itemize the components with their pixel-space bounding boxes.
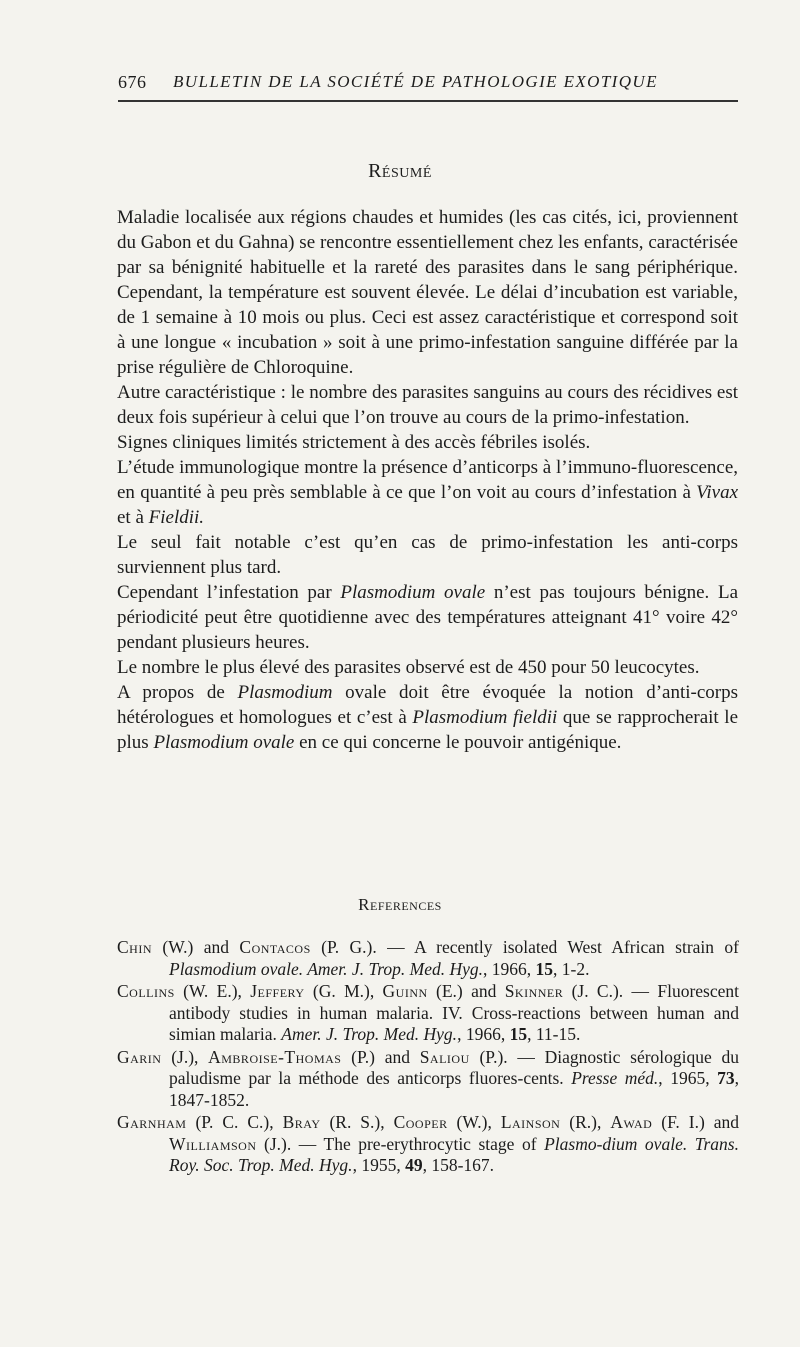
reference-text: (W. E.), [174,981,251,1001]
reference-text: (F. I.) and [652,1112,739,1132]
reference-source: Plasmo-dium ovale. Trans. Roy. Soc. Trop. Med. Hyg. [169,1133,739,1175]
references-list [117,937,739,1178]
paragraph-text: ovale doit être évoquée la notion d’anti-corps hétérologues et homologues et c’est à [117,682,738,728]
reference-text: , 158-167. [422,1155,495,1175]
reference-item [117,937,739,980]
reference-volume: 73 [717,1068,735,1088]
paragraph-text: que se rapprocherait le plus [117,707,739,753]
paragraph-text: n’est pas toujours bénigne. La périodicité peut être quotidienne avec des températures atteignant 41° voire 42° pendant plusieurs heures. [117,582,738,653]
species-name: Plasmodium fieldii [412,707,558,728]
species-name: Plasmodium [237,682,333,703]
page-number: 676 [118,72,147,92]
author-name: Williamson [169,1133,257,1154]
references-heading-text: References [358,895,442,914]
paragraph-text: A propos de [117,682,238,703]
resume-body [117,205,738,755]
resume-heading-text: Résumé [368,160,432,182]
reference-text: , 11-15. [527,1024,581,1044]
resume-paragraph [117,530,738,580]
species-name: Fieldii. [148,507,205,528]
resume-paragraph [117,205,738,380]
paragraph-text: Le seul fait notable c’est qu’en cas de primo-infestation les anti-corps surviennent plus tard. [117,532,738,578]
reference-text: , 1955, [352,1155,406,1175]
paragraph-text: Maladie localisée aux régions chaudes et humides (les cas cités, ici, proviennent du Gabon et du Gahna) se rencontre essentiellement chez les enfants, caractérisée par sa bénignité habituelle et la rareté des parasites dans le sang périphérique. Cependant, la température est souvent élevée. Le délai d’incubation est variable, de 1 semaine à 10 mois ou plus. Ceci est assez caractéristique et correspond soit à une longue « incubation » soit à une primo-infestation sanguine différée par la prise régulière de Chloroquine. [117,207,738,378]
references-heading [0,895,800,915]
reference-item [117,1047,739,1112]
author-name: Guinn [382,981,428,1001]
author-name: Chin [117,937,153,957]
reference-text: , 1966, [483,958,536,979]
resume-paragraph [117,580,738,655]
journal-title: BULLETIN DE LA SOCIÉTÉ DE PATHOLOGIE EXOTIQUE [173,72,658,91]
paragraph-text: Cependant l’infestation par [117,582,341,603]
species-name: Plasmodium ovale [153,732,295,753]
author-name: Skinner [504,981,564,1001]
resume-paragraph [117,430,738,455]
species-name: Plasmodium ovale [340,582,486,603]
reference-volume: 15 [509,1024,528,1044]
author-name: Saliou [419,1046,470,1067]
resume-paragraph [117,455,738,530]
reference-volume: 49 [405,1155,423,1175]
author-name: Jeffery [250,981,305,1001]
author-name: Cooper [393,1112,448,1132]
author-name: Lainson [500,1112,561,1132]
reference-text: (P.) and [341,1046,420,1067]
reference-text: , 1966, [457,1024,510,1044]
resume-paragraph [117,680,738,755]
reference-text: (W.) and [152,937,240,957]
reference-volume: 15 [535,958,553,979]
reference-text: , 1965, [658,1068,718,1088]
reference-text: , 1-2. [553,958,590,979]
reference-source: Presse méd. [571,1068,659,1088]
paragraph-text: Autre caractéristique : le nombre des parasites sanguins au cours des récidives est deux fois supérieur à celui que l’on trouve au cours de la primo-infestation. [117,382,738,428]
paragraph-text: en ce qui concerne le pouvoir antigénique. [294,732,622,753]
resume-paragraph [117,655,738,680]
reference-text: (E.) and [427,981,505,1001]
reference-text: (R.), [560,1112,611,1132]
resume-paragraph [117,380,738,430]
reference-source: Plasmodium ovale. Amer. J. Trop. Med. Hyg. [169,958,483,979]
reference-text: (G. M.), [304,981,383,1001]
paragraph-text: et à [117,507,149,528]
reference-text: (J.), [161,1046,209,1067]
reference-text: (P. C. C.), [186,1112,283,1132]
reference-item [117,981,739,1046]
reference-text: (W.), [447,1112,501,1132]
reference-text: , 1847-1852. [169,1068,740,1110]
reference-item [117,1112,739,1177]
author-name: Garnham [117,1112,187,1132]
reference-text: (P. G.). — A recently isolated West African strain of [310,937,740,957]
reference-text: (P.). — Diagnostic sérologique du paludisme par la méthode des anticorps fluores-cents. [169,1046,739,1088]
author-name: Collins [117,981,175,1001]
paragraph-text: L’étude immunologique montre la présence d’anticorps à l’immuno-fluorescence, en quantité à peu près semblable à ce que l’on voit au cours d’infestation à [117,457,738,503]
author-name: Contacos [239,937,311,957]
author-name: Ambroise-Thomas [208,1046,342,1067]
paragraph-text: Le nombre le plus élevé des parasites observé est de 450 pour 50 leucocytes. [117,657,700,678]
paragraph-text: Signes cliniques limités strictement à des accès fébriles isolés. [117,432,591,453]
author-name: Awad [610,1112,653,1132]
reference-source: Amer. J. Trop. Med. Hyg. [281,1024,458,1044]
author-name: Bray [282,1112,321,1132]
resume-heading [0,160,800,183]
header-rule [118,100,738,102]
species-name: Vivax [696,482,738,503]
reference-text: (J. C.). — Fluorescent antibody studies in human malaria. IV. Cross-reactions between human and simian malaria. [169,981,739,1044]
author-name: Garin [117,1046,162,1067]
reference-text: (R. S.), [320,1112,394,1132]
reference-text: (J.). — The pre-erythrocytic stage of [256,1133,545,1154]
running-header [118,72,738,104]
